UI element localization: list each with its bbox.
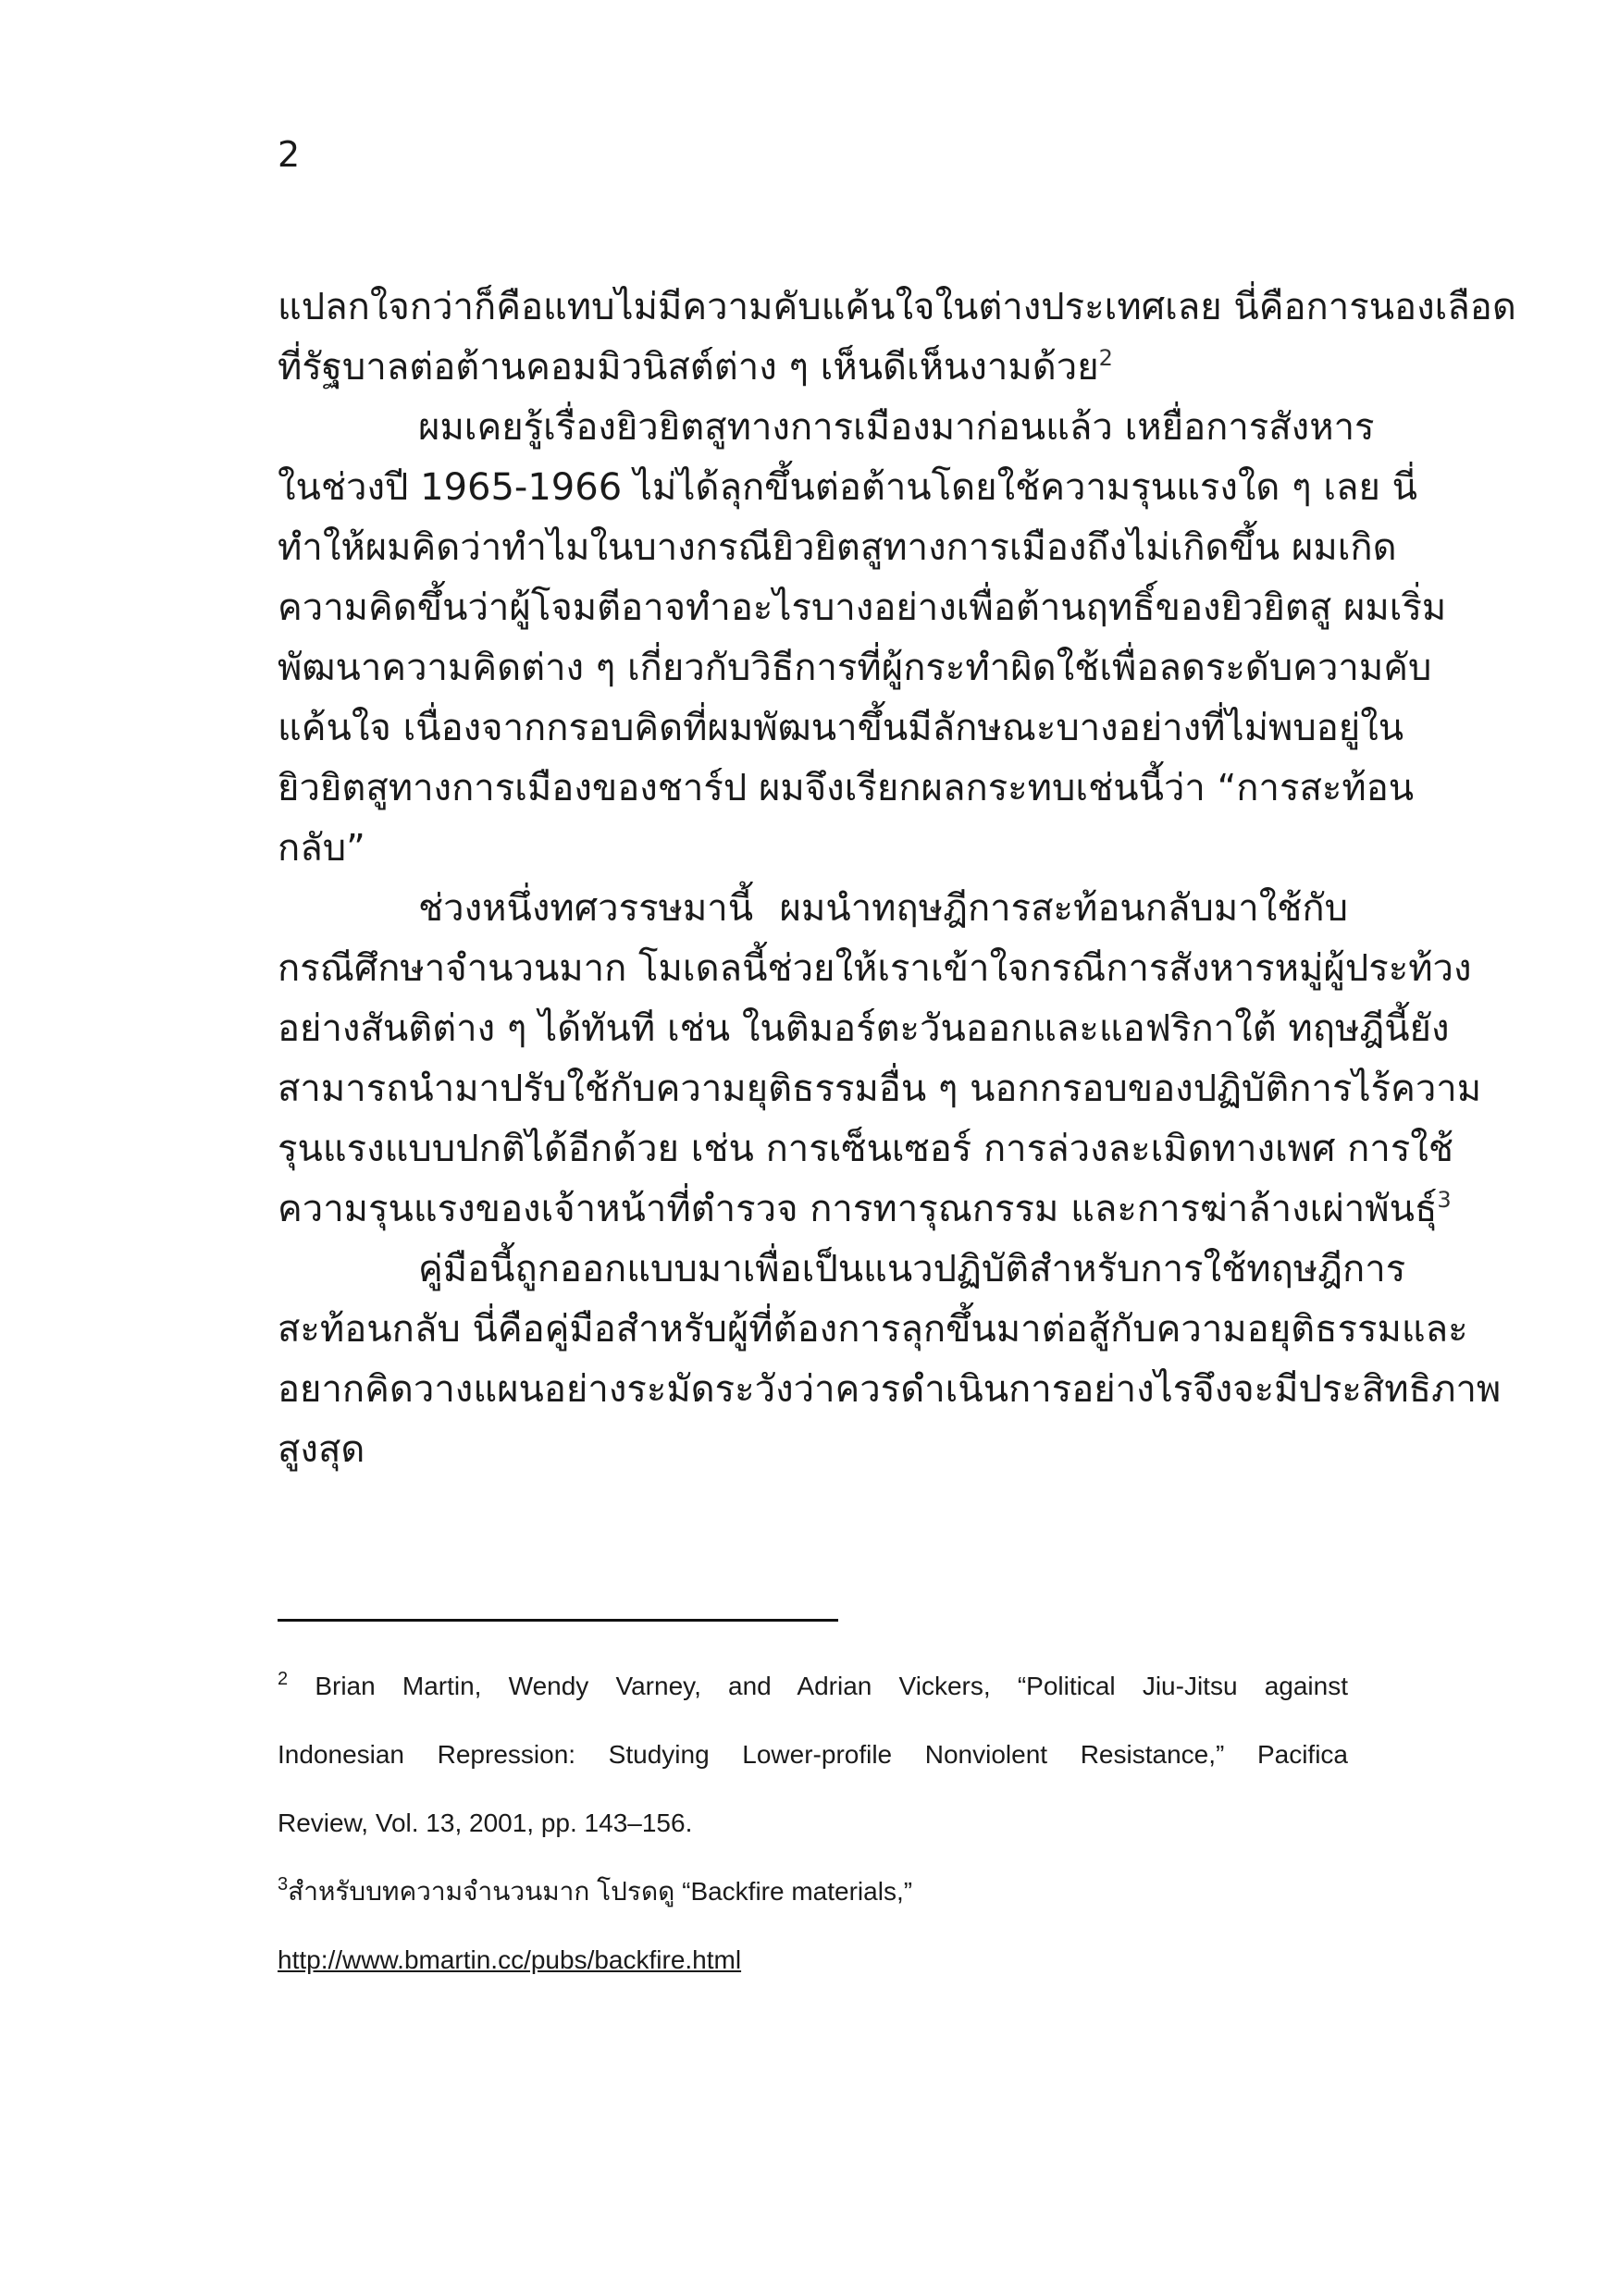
text-line: คู่มือนี้ถูกออกแบบมาเพื่อเป็นแนวปฏิบัติสำหรับการใช้ทฤษฎีการ <box>418 1248 1406 1290</box>
text-line: อยากคิดวางแผนอย่างระมัดระวังว่าควรดำเนินการอย่างไรจึงจะมีประสิทธิภาพ <box>278 1368 1502 1411</box>
footnote-link[interactable]: http://www.bmartin.cc/pubs/backfire.html <box>278 1945 742 1974</box>
footnote-mark: 2 <box>278 1669 289 1689</box>
footnote-2 <box>278 1652 1348 1721</box>
text-line: อย่างสันติต่าง ๆ ได้ทันที เช่น ในติมอร์ตะวันออกและแอฟริกาใต้ ทฤษฎีนี้ยัง <box>278 1007 1450 1050</box>
text-line: ช่วงหนึ่งทศวรรษมานี้ ผมนำทฤษฎีการสะท้อนกลับมาใช้กับ <box>418 887 1348 930</box>
text-line <box>278 338 1348 398</box>
text-line: พัฒนาความคิดต่าง ๆ เกี่ยวกับวิธีการที่ผู้กระทำผิดใช้เพื่อลดระดับความคับ <box>278 647 1432 689</box>
text-line: ผมเคยรู้เรื่องยิวยิตสูทางการเมืองมาก่อนแล้ว เหยื่อการสังหาร <box>418 406 1375 449</box>
footnote-text: สำหรับบทความจำนวนมาก โปรดดู “Backfire materials,” <box>288 1877 913 1906</box>
footnote-ref-3[interactable]: 3 <box>1437 1187 1452 1213</box>
text-line: ความคิดขึ้นว่าผู้โจมตีอาจทำอะไรบางอย่างเพื่อต้านฤทธิ์ของยิวยิตสู ผมเริ่ม <box>278 586 1447 629</box>
text-line: กรณีศึกษาจำนวนมาก โมเดลนี้ช่วยให้เราเข้าใจกรณีการสังหารหมู่ผู้ประท้วง <box>278 947 1472 990</box>
text-line: กลับ” <box>278 827 365 870</box>
text-line <box>278 1179 1452 1240</box>
footnote-2-line: Indonesian Repression: Studying Lower-profile Nonviolent Resistance,” Pacifica <box>278 1740 1348 1769</box>
footnote-text: Brian Martin, Wendy Varney, and Adrian Vickers, “Political Jiu-Jitsu against <box>315 1672 1349 1700</box>
text-line: สะท้อนกลับ นี่คือคู่มือสำหรับผู้ที่ต้องการลุกขึ้นมาต่อสู้กับความอยุติธรรมและ <box>278 1308 1468 1351</box>
footnote-3-link-line <box>278 1926 1348 1994</box>
text-line: แปลกใจกว่าก็คือแทบไม่มีความคับแค้นใจในต่างประเทศเลย นี่คือการนองเลือด <box>278 286 1516 328</box>
text-line: ทำให้ผมคิดว่าทำไมในบางกรณียิวยิตสูทางการเมืองถึงไม่เกิดขึ้น ผมเกิด <box>278 526 1397 569</box>
text-line-content: ความรุนแรงของเจ้าหน้าที่ตำรวจ การทารุณกรรม และการฆ่าล้างเผ่าพันธุ์ <box>278 1188 1438 1230</box>
footnote-mark: 3 <box>278 1874 289 1895</box>
footnote-2-line: Review, Vol. 13, 2001, pp. 143–156. <box>278 1808 693 1837</box>
footnote-ref-2[interactable]: 2 <box>1098 345 1113 371</box>
text-line: ยิวยิตสูทางการเมืองของชาร์ป ผมจึงเรียกผลกระทบเช่นนี้ว่า “การสะท้อน <box>278 767 1415 809</box>
footnotes <box>278 1652 1348 1994</box>
footnote-separator <box>278 1619 838 1622</box>
page-number: 2 <box>278 134 301 175</box>
text-line-content: ที่รัฐบาลต่อต้านคอมมิวนิสต์ต่าง ๆ เห็นดีเห็นงามด้วย <box>278 346 1099 389</box>
text-line: สูงสุด <box>278 1428 365 1471</box>
text-line: สามารถนำมาปรับใช้กับความยุติธรรมอื่น ๆ นอกกรอบของปฏิบัติการไร้ความ <box>278 1068 1482 1110</box>
text-line: รุนแรงแบบปกติได้อีกด้วย เช่น การเซ็นเซอร์ การล่วงละเมิดทางเพศ การใช้ <box>278 1128 1453 1170</box>
body-text <box>278 278 1516 1480</box>
text-line: ในช่วงปี 1965-1966 ไม่ได้ลุกขึ้นต่อต้านโดยใช้ความรุนแรงใด ๆ เลย นี่ <box>278 466 1417 509</box>
footnote-3 <box>278 1858 1348 1926</box>
text-line: แค้นใจ เนื่องจากกรอบคิดที่ผมพัฒนาขึ้นมีลักษณะบางอย่างที่ไม่พบอยู่ใน <box>278 707 1404 749</box>
